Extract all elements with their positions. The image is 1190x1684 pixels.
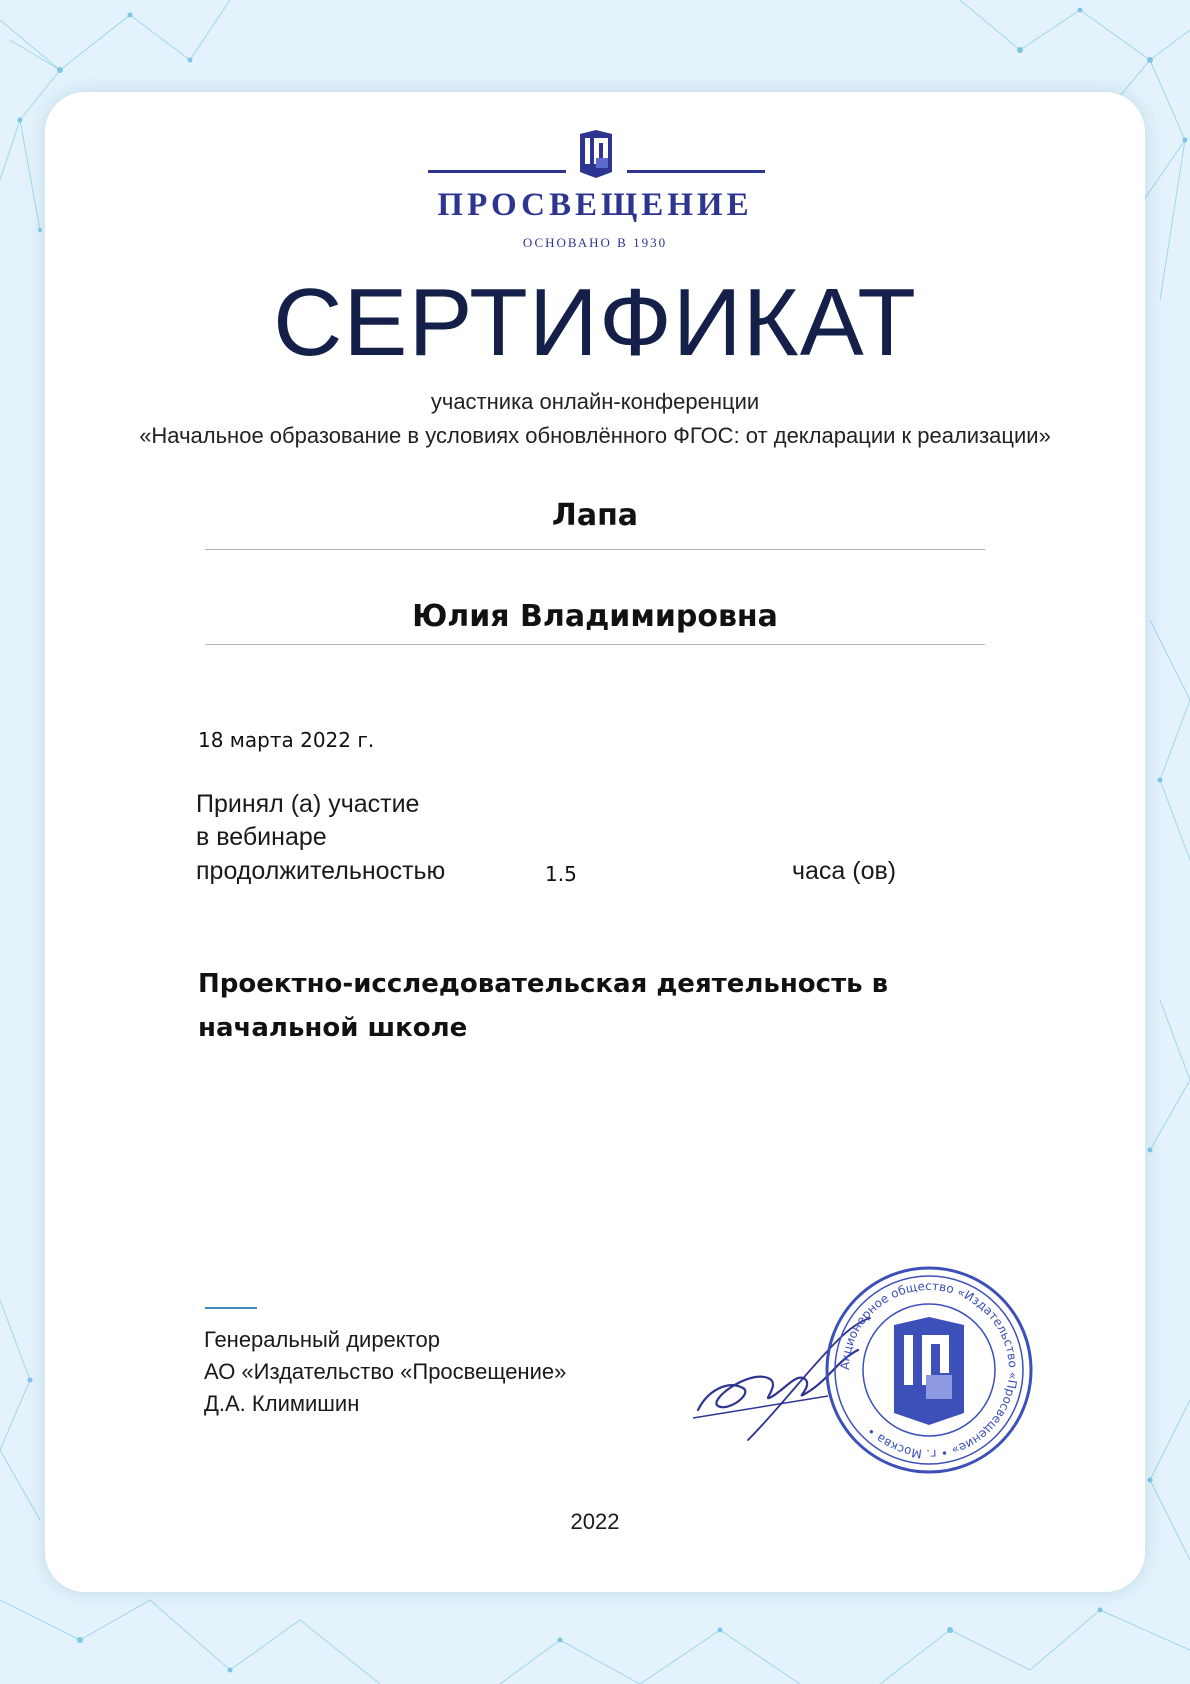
participation-text-line1: Принял (а) участие: [196, 790, 420, 818]
certificate-title: СЕРТИФИКАТ: [273, 269, 917, 376]
signatory-position: Генеральный директор: [204, 1327, 440, 1352]
duration-unit: часа (ов): [792, 857, 897, 885]
company-stamp: [822, 1263, 1036, 1477]
footer-year: 2022: [570, 1509, 620, 1534]
event-date: 18 марта 2022 г.: [198, 728, 375, 752]
webinar-topic: Проектно-исследовательская деятельность в начальной школе: [198, 969, 889, 1043]
given-names-underline: [205, 644, 985, 645]
duration-value: 1.5: [545, 862, 577, 886]
conference-name: «Начальное образование в условиях обновлённого ФГОС: от декларации к реализации»: [139, 423, 1051, 448]
surname-underline: [205, 549, 985, 550]
signatory-accent-line: [205, 1307, 257, 1309]
publisher-name: ПРОСВЕЩЕНИЕ: [437, 187, 753, 223]
participant-given-names: Юлия Владимировна: [412, 599, 778, 634]
participation-text-line2: в вебинаре: [196, 823, 327, 851]
stamp-ring-text: Акционерное общество «Издательство «Просвещение» • г. Москва •: [837, 1278, 1021, 1462]
duration-label: продолжительностью: [196, 857, 446, 885]
logo-rule-right: [627, 170, 765, 173]
participant-surname: Лапа: [551, 498, 639, 533]
publisher-founded: ОСНОВАНО В 1930: [522, 235, 668, 250]
signatory-name: Д.А. Климишин: [204, 1391, 360, 1416]
publisher-logo-icon: [576, 128, 616, 180]
logo-rule-left: [428, 170, 566, 173]
certificate-subtitle: участника онлайн-конференции: [430, 389, 760, 414]
signatory-company: АО «Издательство «Просвещение»: [204, 1359, 567, 1384]
publisher-logo: [420, 125, 770, 255]
